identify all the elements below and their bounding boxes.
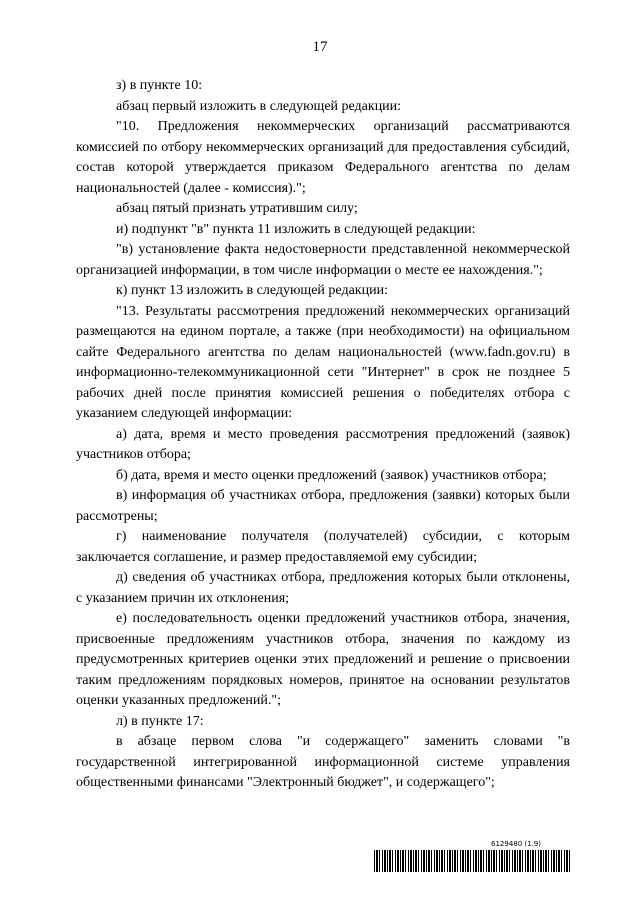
paragraph: и) подпункт "в" пункта 11 изложить в следующей редакции: [116, 221, 476, 237]
paragraph: в абзаце первом слова "и содержащего" заменить словами "в государственной интегрированной информационной системе управления общественными финансами "Электронный бюджет", и содержащего"; [76, 734, 570, 790]
paragraph: г) наименование получателя (получателей) субсидии, с которым заключается соглашение, и размер предоставляемой ему субсидии; [76, 529, 570, 565]
document-code: 6129480 (1.9) [491, 840, 541, 848]
paragraph: д) сведения об участниках отбора, предложения которых были отклонены, с указанием причин их отклонения; [76, 570, 570, 606]
document-body [76, 76, 570, 794]
paragraph: "в) установление факта недостоверности представленной некоммерческой организацией информации, в том числе информации о месте ее нахождения."; [76, 242, 570, 278]
barcode [374, 850, 570, 872]
paragraph: е) последовательность оценки предложений участников отбора, значения, присвоенные предложениям участников отбора, значения по каждому из предусмотренных критериев оценки этих предложений и решение о присвоении таким предложениям порядковых номеров, принятое на основании результатов оценки указанных предложений."; [76, 611, 570, 708]
paragraph: б) дата, время и место оценки предложений (заявок) участников отбора; [116, 467, 547, 483]
page-number: 17 [312, 39, 328, 55]
paragraph: а) дата, время и место проведения рассмотрения предложений (заявок) участников отбора; [76, 426, 570, 462]
paragraph: абзац пятый признать утратившим силу; [116, 201, 358, 216]
paragraph: "13. Результаты рассмотрения предложений некоммерческих организаций размещаются на едином портале, а также (при необходимости) на официальном сайте Федерального агентства по делам национальностей (www.fadn.gov.ru) в информационно-телекоммуникационной сети "Интернет" в срок не позднее 5 рабочих дней после принятия комиссией решения о победителях отбора с указанием следующей информации: [76, 303, 570, 421]
paragraph: "10. Предложения некоммерческих организаций рассматриваются комиссией по отбору некоммерческих организаций для предоставления субсидий, состав которой утверждается приказом Федерального агентства по делам национальностей (далее - комиссия)."; [76, 119, 570, 196]
paragraph: л) в пункте 17: [116, 713, 204, 729]
paragraph: в) информация об участниках отбора, предложения (заявки) которых были рассмотрены; [76, 488, 570, 524]
paragraph: абзац первый изложить в следующей редакции: [116, 98, 402, 114]
paragraph: з) в пункте 10: [116, 78, 203, 93]
paragraph: к) пункт 13 изложить в следующей редакции: [116, 283, 388, 298]
